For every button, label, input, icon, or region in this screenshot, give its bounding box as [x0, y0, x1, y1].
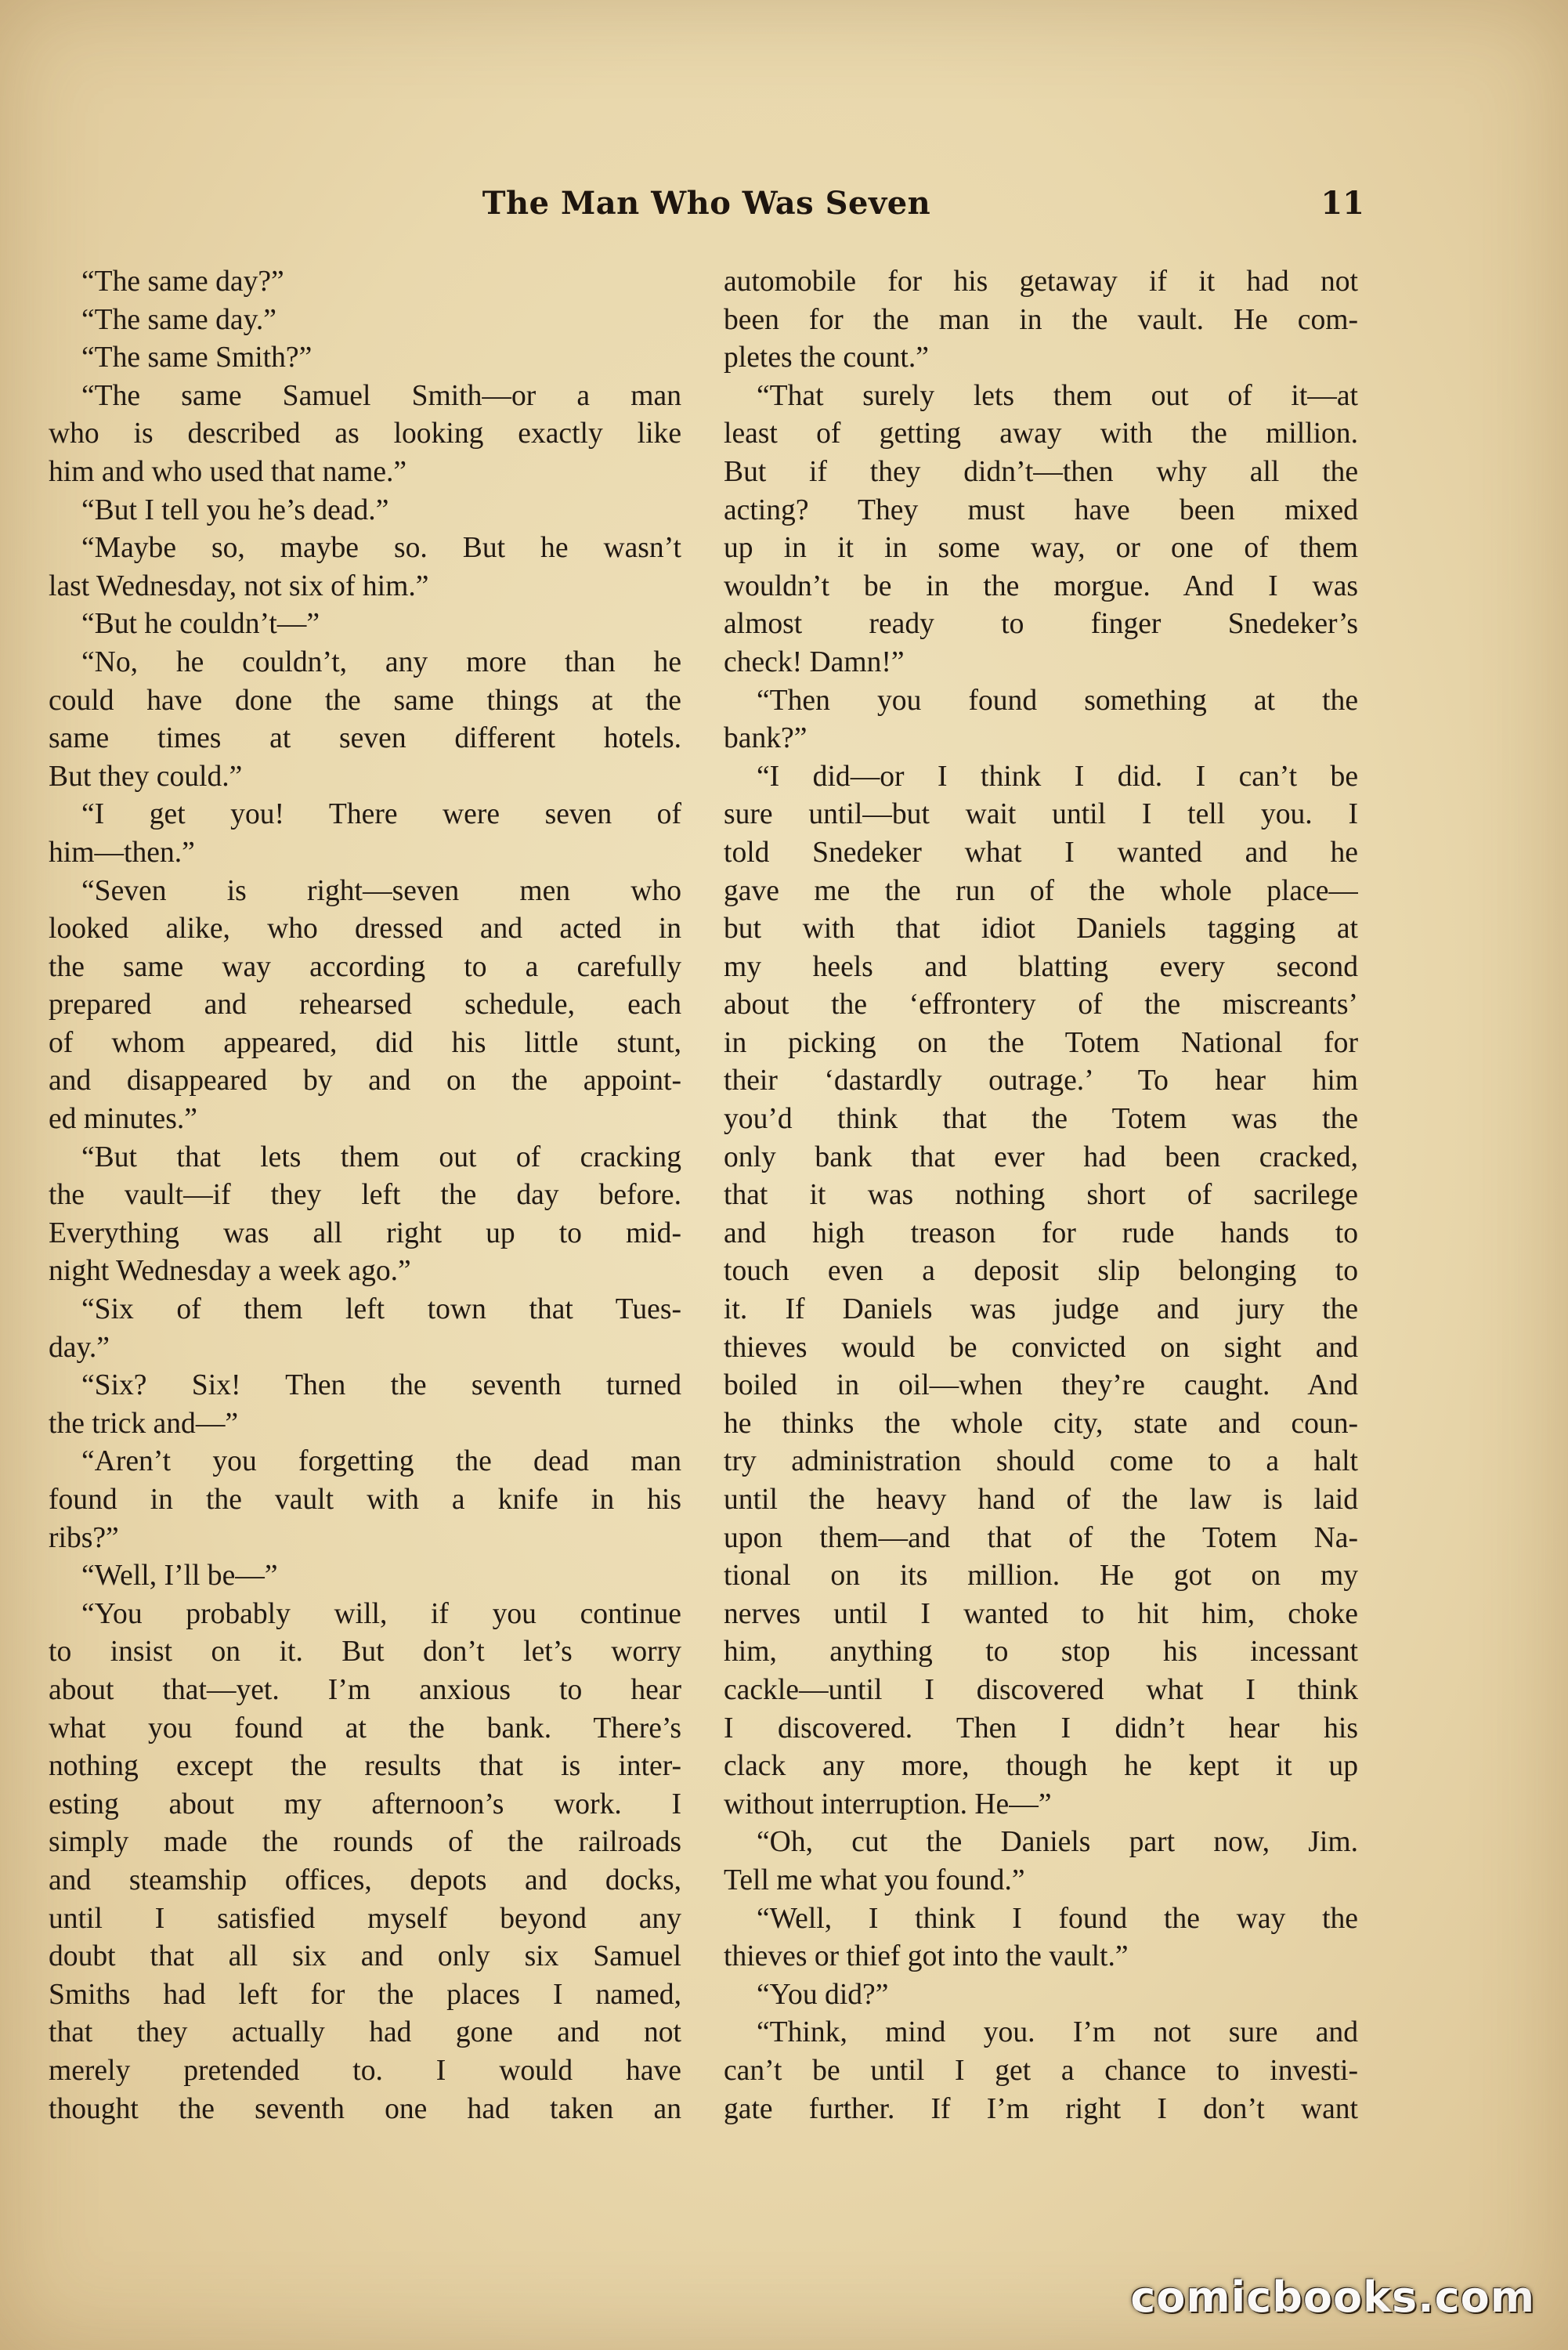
text-line: tional on its million. He got on my: [724, 1560, 1358, 1593]
text-line: automobile for his getaway if it had not: [724, 266, 1358, 298]
text-line: doubt that all six and only six Samuel: [49, 1940, 681, 1973]
text-line: found in the vault with a knife in his: [49, 1484, 681, 1516]
text-line: about that—yet. I’m anxious to hear: [49, 1673, 681, 1706]
text-line: the vault—if they left the day before.: [49, 1179, 681, 1212]
text-line: my heels and blatting every second: [724, 950, 1358, 983]
text-line: “Oh, cut the Daniels part now, Jim.: [757, 1826, 1358, 1859]
page-number: 11: [1321, 185, 1364, 222]
text-line: “Aren’t you forgetting the dead man: [81, 1445, 681, 1478]
text-column-left: [49, 263, 681, 2128]
text-line: “Seven is right—seven men who: [81, 874, 681, 907]
text-column-right: [724, 263, 1358, 2128]
text-line: “No, he couldn’t, any more than he: [81, 645, 681, 678]
text-line: touch even a deposit slip belonging to: [724, 1255, 1358, 1288]
text-line: “The same Samuel Smith—or a man: [81, 379, 681, 412]
text-line: until the heavy hand of the law is laid: [724, 1484, 1358, 1516]
text-line: but with that idiot Daniels tagging at: [724, 913, 1358, 945]
text-line: who is described as looking exactly like: [49, 418, 681, 450]
text-line: been for the man in the vault. He com-: [724, 303, 1358, 336]
text-line: pletes the count.”: [724, 342, 929, 374]
running-head: [49, 185, 1364, 232]
text-line: “You did?”: [757, 1978, 889, 2011]
text-line: cackle—until I discovered what I think: [724, 1673, 1358, 1706]
text-line: can’t be until I get a chance to investi-: [724, 2054, 1358, 2087]
text-line: Tell me what you found.”: [724, 1864, 1025, 1896]
text-line: “Well, I think I found the way the: [757, 1902, 1358, 1935]
text-line: and steamship offices, depots and docks,: [49, 1864, 681, 1896]
watermark-logo: comicbooks.com: [1130, 2272, 1535, 2322]
text-line: Everything was all right up to mid-: [49, 1217, 681, 1249]
text-line: in picking on the Totem National for: [724, 1026, 1358, 1059]
text-line: “But he couldn’t—”: [81, 608, 320, 641]
text-line: thought the seventh one had taken an: [49, 2092, 681, 2125]
text-line: nothing except the results that is inter-: [49, 1750, 681, 1783]
text-line: “The same day?”: [81, 266, 284, 298]
text-line: “That surely lets them out of it—at: [757, 379, 1358, 412]
text-line: the same way according to a carefully: [49, 950, 681, 983]
text-line: without interruption. He—”: [724, 1788, 1052, 1820]
text-line: “But I tell you he’s dead.”: [81, 494, 389, 526]
text-line: night Wednesday a week ago.”: [49, 1255, 411, 1288]
text-line: you’d think that the Totem was the: [724, 1103, 1358, 1136]
text-line: “I get you! There were seven of: [81, 798, 681, 831]
text-line: But they could.”: [49, 760, 243, 793]
text-line: upon them—and that of the Totem Na-: [724, 1521, 1358, 1554]
text-line: gate further. If I’m right I don’t want: [724, 2092, 1358, 2125]
text-line: told Snedeker what I wanted and he: [724, 836, 1358, 869]
text-line: that they actually had gone and not: [49, 2016, 681, 2049]
text-line: least of getting away with the million.: [724, 418, 1358, 450]
text-line: try administration should come to a halt: [724, 1445, 1358, 1478]
text-line: their ‘dastardly outrage.’ To hear him: [724, 1065, 1358, 1097]
running-title: The Man Who Was Seven: [482, 185, 931, 222]
text-line: same times at seven different hotels.: [49, 722, 681, 755]
text-line: boiled in oil—when they’re caught. And: [724, 1369, 1358, 1402]
text-line: bank?”: [724, 722, 807, 755]
text-line: wouldn’t be in the morgue. And I was: [724, 569, 1358, 602]
text-line: only bank that ever had been cracked,: [724, 1141, 1358, 1173]
text-line: ed minutes.”: [49, 1103, 197, 1136]
text-line: of whom appeared, did his little stunt,: [49, 1026, 681, 1059]
text-line: “You probably will, if you continue: [81, 1597, 681, 1630]
text-line: check! Damn!”: [724, 645, 905, 678]
text-line: him, anything to stop his incessant: [724, 1636, 1358, 1668]
text-line: “Then you found something at the: [757, 684, 1358, 717]
text-line: “I did—or I think I did. I can’t be: [757, 760, 1358, 793]
text-line: “Maybe so, maybe so. But he wasn’t: [81, 532, 681, 565]
text-line: to insist on it. But don’t let’s worry: [49, 1636, 681, 1668]
text-line: But if they didn’t—then why all the: [724, 455, 1358, 488]
text-line: last Wednesday, not six of him.”: [49, 569, 429, 602]
text-line: looked alike, who dressed and acted in: [49, 913, 681, 945]
text-line: sure until—but wait until I tell you. I: [724, 798, 1358, 831]
text-line: gave me the run of the whole place—: [724, 874, 1358, 907]
text-line: that it was nothing short of sacrilege: [724, 1179, 1358, 1212]
text-line: prepared and rehearsed schedule, each: [49, 989, 681, 1021]
text-line: it. If Daniels was judge and jury the: [724, 1293, 1358, 1326]
text-line: until I satisfied myself beyond any: [49, 1902, 681, 1935]
text-line: nerves until I wanted to hit him, choke: [724, 1597, 1358, 1630]
text-line: esting about my afternoon’s work. I: [49, 1788, 681, 1820]
text-line: him and who used that name.”: [49, 455, 407, 488]
text-line: I discovered. Then I didn’t hear his: [724, 1712, 1358, 1744]
text-line: almost ready to finger Snedeker’s: [724, 608, 1358, 641]
text-line: Smiths had left for the places I named,: [49, 1978, 681, 2011]
text-line: and disappeared by and on the appoint-: [49, 1065, 681, 1097]
text-line: and high treason for rude hands to: [724, 1217, 1358, 1249]
text-line: “The same Smith?”: [81, 342, 313, 374]
text-line: acting? They must have been mixed: [724, 494, 1358, 526]
text-line: thieves would be convicted on sight and: [724, 1331, 1358, 1364]
text-line: clack any more, though he kept it up: [724, 1750, 1358, 1783]
text-line: simply made the rounds of the railroads: [49, 1826, 681, 1859]
text-line: the trick and—”: [49, 1407, 239, 1440]
text-line: “Six? Six! Then the seventh turned: [81, 1369, 681, 1402]
text-line: could have done the same things at the: [49, 684, 681, 717]
text-line: “Think, mind you. I’m not sure and: [757, 2016, 1358, 2049]
text-line: “But that lets them out of cracking: [81, 1141, 681, 1173]
text-line: ribs?”: [49, 1521, 119, 1554]
text-line: merely pretended to. I would have: [49, 2054, 681, 2087]
text-line: about the ‘effrontery of the miscreants’: [724, 989, 1358, 1021]
text-line: up in it in some way, or one of them: [724, 532, 1358, 565]
text-line: he thinks the whole city, state and coun-: [724, 1407, 1358, 1440]
text-line: thieves or thief got into the vault.”: [724, 1940, 1129, 1973]
text-line: “Six of them left town that Tues-: [81, 1293, 681, 1326]
text-line: day.”: [49, 1331, 110, 1364]
text-line: “The same day.”: [81, 303, 276, 336]
text-line: him—then.”: [49, 836, 195, 869]
text-line: “Well, I’ll be—”: [81, 1560, 278, 1593]
text-line: what you found at the bank. There’s: [49, 1712, 681, 1744]
